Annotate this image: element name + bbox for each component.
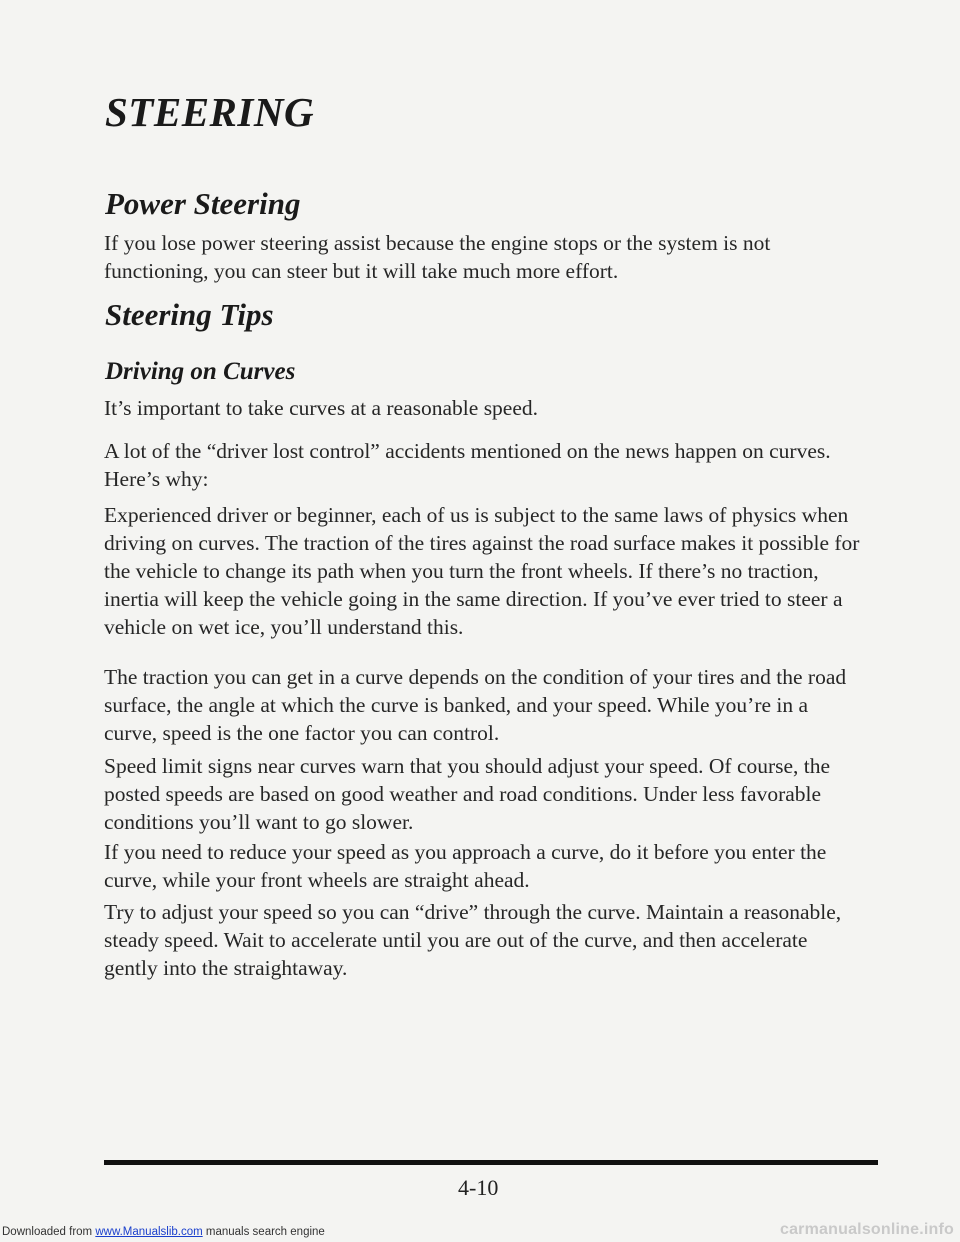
- paragraph-power-steering: If you lose power steering assist because the engine stops or the system is not functioning, you can steer but it will take much more effort.: [104, 231, 771, 283]
- section-title: STEERING: [105, 89, 315, 135]
- footer-suffix: manuals search engine: [202, 1226, 325, 1238]
- paragraph-reasonable-speed: It’s important to take curves at a reasonable speed.: [104, 396, 539, 420]
- download-footer: [2, 1226, 325, 1238]
- paragraph-traction: The traction you can get in a curve depends on the condition of your tires and the road surface, the angle at which the curve is banked, and your speed. While you’re in a curve, speed is the one factor you can control.: [104, 665, 847, 745]
- page-divider: [104, 1160, 878, 1165]
- paragraph-laws-of-physics: Experienced driver or beginner, each of us is subject to the same laws of physics when driving on curves. The traction of the tires against the road surface makes it possible for the vehicle to change its path when you turn the front wheels. If there’s no traction, inertia will keep the vehicle going in the same direction. If you’ve ever tried to steer a vehicle on wet ice, you’ll understand this.: [104, 503, 860, 639]
- manualslib-link[interactable]: www.Manualslib.com: [95, 1226, 203, 1238]
- heading-steering-tips: Steering Tips: [105, 297, 274, 332]
- paragraph-speed-limit-signs: Speed limit signs near curves warn that you should adjust your speed. Of course, the posted speeds are based on good weather and road conditions. Under less favorable conditions you’ll want to go slower.: [104, 754, 831, 834]
- footer-prefix: Downloaded from: [2, 1226, 96, 1238]
- paragraph-adjust-speed: Try to adjust your speed so you can “drive” through the curve. Maintain a reasonable, steady speed. Wait to accelerate until you are out of the curve, and then accelerate gently into the straightaway.: [104, 900, 842, 980]
- watermark: carmanualsonline.info: [779, 1221, 954, 1238]
- paragraph-reduce-speed: If you need to reduce your speed as you approach a curve, do it before you enter the curve, while your front wheels are straight ahead.: [104, 840, 827, 892]
- page-number: 4-10: [458, 1175, 499, 1200]
- heading-power-steering: Power Steering: [105, 186, 301, 221]
- subheading-driving-on-curves: Driving on Curves: [105, 358, 296, 385]
- paragraph-driver-lost-control: A lot of the “driver lost control” accidents mentioned on the news happen on curves. Here’s why:: [104, 439, 831, 491]
